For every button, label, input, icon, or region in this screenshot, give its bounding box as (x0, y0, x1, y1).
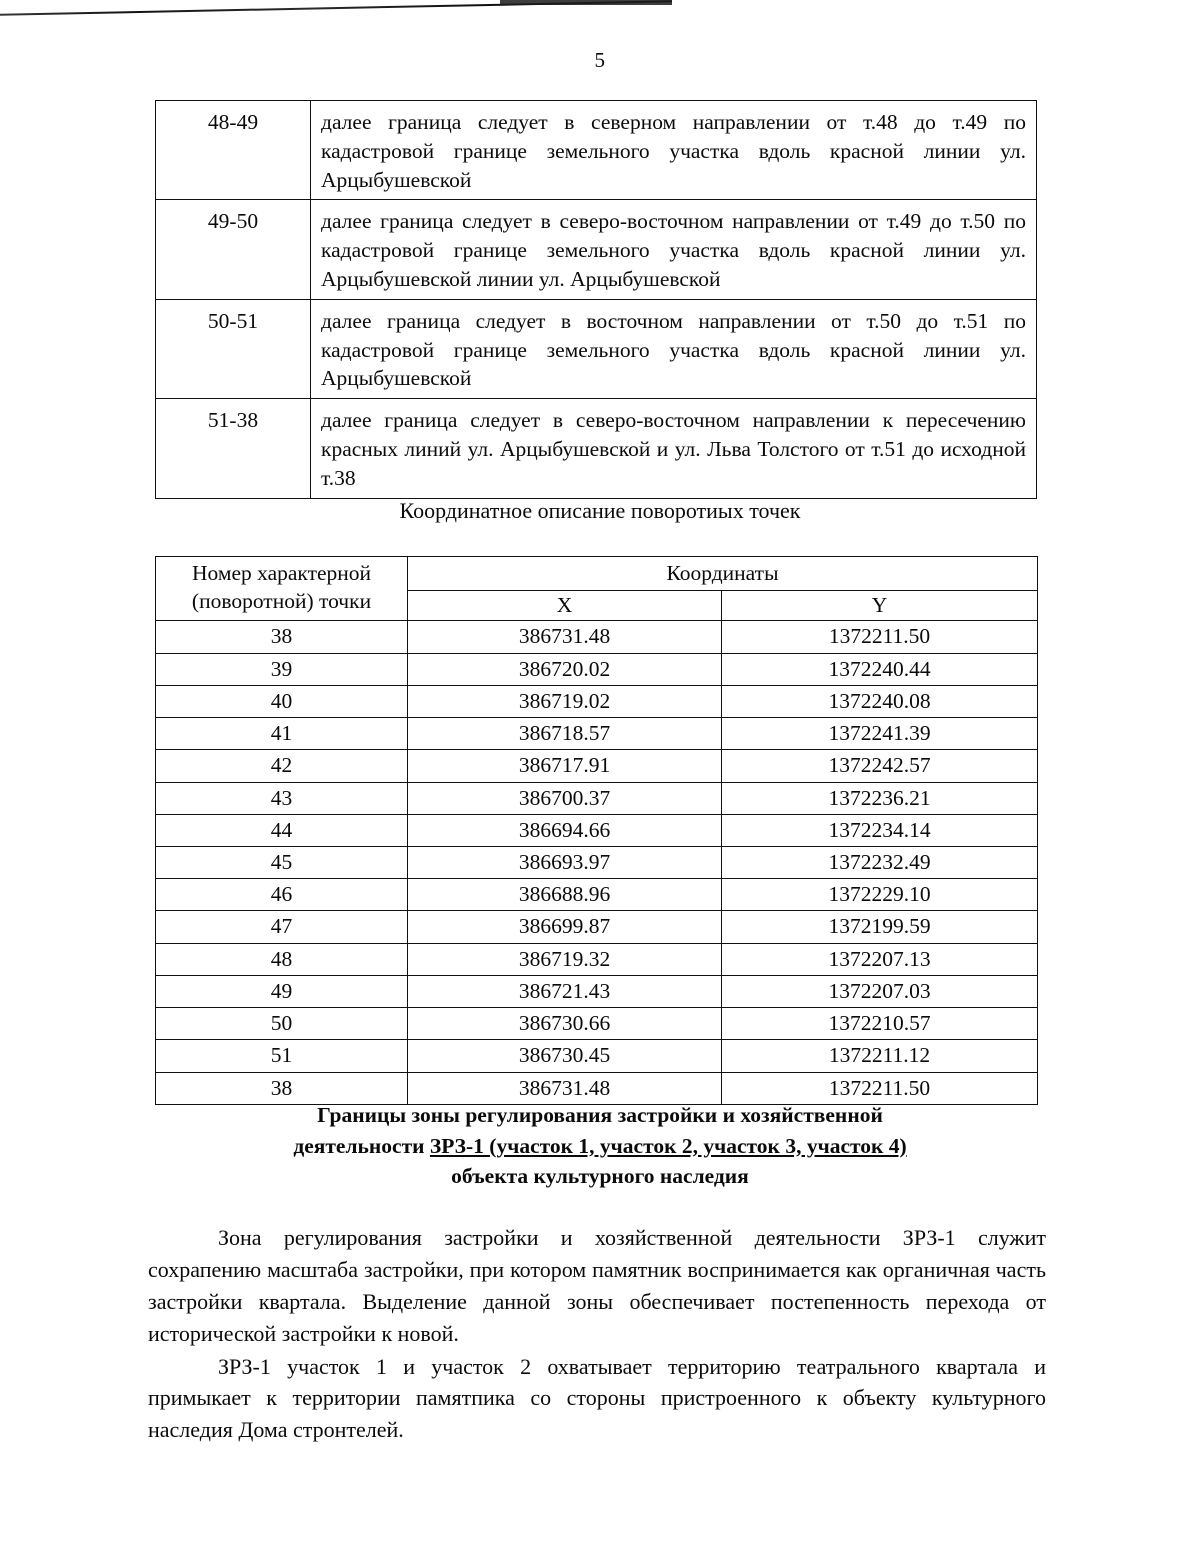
x-value: 386731.48 (408, 1072, 722, 1104)
table-row (156, 399, 1037, 498)
segment-description: далее граница следует в северном направлении от т.48 до т.49 по кадастровой границе земельного участка вдоль красной линии ул. Арцыбушевской (311, 101, 1037, 200)
table-row (156, 621, 1038, 653)
scan-edge-artifact (0, 0, 672, 22)
table-row (156, 814, 1038, 846)
coordinates-table-head (156, 557, 1038, 621)
table-row (156, 750, 1038, 782)
y-value: 1372199.59 (722, 911, 1038, 943)
section-heading-zone-code: ЗРЗ-1 (участок 1, участок 2, участок 3, участок 4) (429, 1133, 907, 1158)
point-number: 40 (156, 685, 408, 717)
coordinates-header: Координаты (408, 557, 1038, 591)
y-value: 1372211.50 (722, 1072, 1038, 1104)
y-value: 1372242.57 (722, 750, 1038, 782)
segment-label: 51-38 (156, 399, 311, 498)
segment-label: 50-51 (156, 299, 311, 398)
paragraph-zone-description: Зона регулирования застройки и хозяйственной деятельности ЗРЗ-1 служит сохрапению масштаба застройки, при котором памятник воспринимается как органичная часть застройки квартала. Выделение данной зоны обеспечивает постепенность перехода от исторической застройки к новой. (148, 1225, 1046, 1346)
point-number-header-line1: Номер характерной (191, 561, 372, 586)
segment-description: далее граница следует в восточном направлении от т.50 до т.51 по кадастровой границе земельного участка вдоль красной линии ул. Арцыбушевской (311, 299, 1037, 398)
x-value: 386730.66 (408, 1008, 722, 1040)
scan-edge-line-thick (500, 0, 672, 5)
table-row (156, 101, 1037, 200)
table-row (156, 200, 1037, 299)
table-row (156, 718, 1038, 750)
point-number-header-line2: (поворотной) точки (191, 589, 372, 614)
border-description-table (155, 100, 1037, 499)
point-number: 47 (156, 911, 408, 943)
page-number: 5 (594, 48, 606, 72)
y-value: 1372234.14 (722, 814, 1038, 846)
table-row (156, 685, 1038, 717)
table-row (156, 653, 1038, 685)
x-value: 386717.91 (408, 750, 722, 782)
table-row (156, 846, 1038, 878)
point-number: 43 (156, 782, 408, 814)
x-value: 386694.66 (408, 814, 722, 846)
y-value: 1372240.08 (722, 685, 1038, 717)
y-value: 1372229.10 (722, 879, 1038, 911)
section-heading-line3: объекта культурного наследия (451, 1164, 749, 1189)
table-row (156, 911, 1038, 943)
y-value: 1372241.39 (722, 718, 1038, 750)
point-number: 38 (156, 1072, 408, 1104)
x-value: 386719.32 (408, 943, 722, 975)
point-number: 39 (156, 653, 408, 685)
section-heading-line2 (200, 1131, 1000, 1162)
coordinates-caption: Координатное описание поворотиых точек (399, 498, 801, 523)
table-row (156, 943, 1038, 975)
point-number: 48 (156, 943, 408, 975)
coordinates-table-body (156, 621, 1038, 1104)
x-value: 386699.87 (408, 911, 722, 943)
segment-label: 49-50 (156, 200, 311, 299)
table-row (156, 879, 1038, 911)
x-column-header: X (408, 591, 722, 621)
point-number: 46 (156, 879, 408, 911)
paragraph-zone-sections: ЗРЗ-1 участок 1 и участок 2 охватывает территорию театрального квартала и примыкает к территории памятпика со стороны пристроенного к объекту культурного наследия Дома стронтелей. (148, 1353, 1046, 1443)
segment-description: далее граница следует в северо-восточном направлении к пересечению красных линий ул. Арцыбушевской и ул. Льва Толстого от т.51 до исходной т.38 (311, 399, 1037, 498)
x-value: 386688.96 (408, 879, 722, 911)
table-row (156, 975, 1038, 1007)
section-heading-line1: Границы зоны регулирования застройки и хозяйственной (317, 1103, 883, 1127)
y-value: 1372211.12 (722, 1040, 1038, 1072)
border-table-body (156, 101, 1037, 499)
table-row (156, 1008, 1038, 1040)
x-value: 386730.45 (408, 1040, 722, 1072)
segment-description: далее граница следует в северо-восточном направлении от т.49 до т.50 по кадастровой границе земельного участка вдоль красной линии ул. Арцыбушевской линии ул. Арцыбушевской (311, 200, 1037, 299)
x-value: 386693.97 (408, 846, 722, 878)
point-number: 45 (156, 846, 408, 878)
y-value: 1372207.03 (722, 975, 1038, 1007)
point-number: 44 (156, 814, 408, 846)
y-value: 1372211.50 (722, 621, 1038, 653)
table-row (156, 782, 1038, 814)
table-row (156, 1040, 1038, 1072)
point-number: 50 (156, 1008, 408, 1040)
point-number: 51 (156, 1040, 408, 1072)
x-value: 386700.37 (408, 782, 722, 814)
segment-label: 48-49 (156, 101, 311, 200)
y-value: 1372232.49 (722, 846, 1038, 878)
x-value: 386720.02 (408, 653, 722, 685)
y-value: 1372240.44 (722, 653, 1038, 685)
y-value: 1372236.21 (722, 782, 1038, 814)
x-value: 386731.48 (408, 621, 722, 653)
scan-edge-line (0, 0, 672, 16)
y-value: 1372207.13 (722, 943, 1038, 975)
y-value: 1372210.57 (722, 1008, 1038, 1040)
point-number: 42 (156, 750, 408, 782)
table-row (156, 299, 1037, 398)
point-number: 49 (156, 975, 408, 1007)
section-heading (200, 1100, 1000, 1192)
point-number: 38 (156, 621, 408, 653)
x-value: 386719.02 (408, 685, 722, 717)
section-heading-line2-plain: деятельности (293, 1133, 430, 1158)
table-header-row (156, 557, 1038, 591)
point-number: 41 (156, 718, 408, 750)
coordinates-table (155, 556, 1038, 1105)
x-value: 386718.57 (408, 718, 722, 750)
y-column-header: Y (722, 591, 1038, 621)
point-number-header (156, 557, 408, 621)
x-value: 386721.43 (408, 975, 722, 1007)
body-text (148, 1222, 1046, 1446)
